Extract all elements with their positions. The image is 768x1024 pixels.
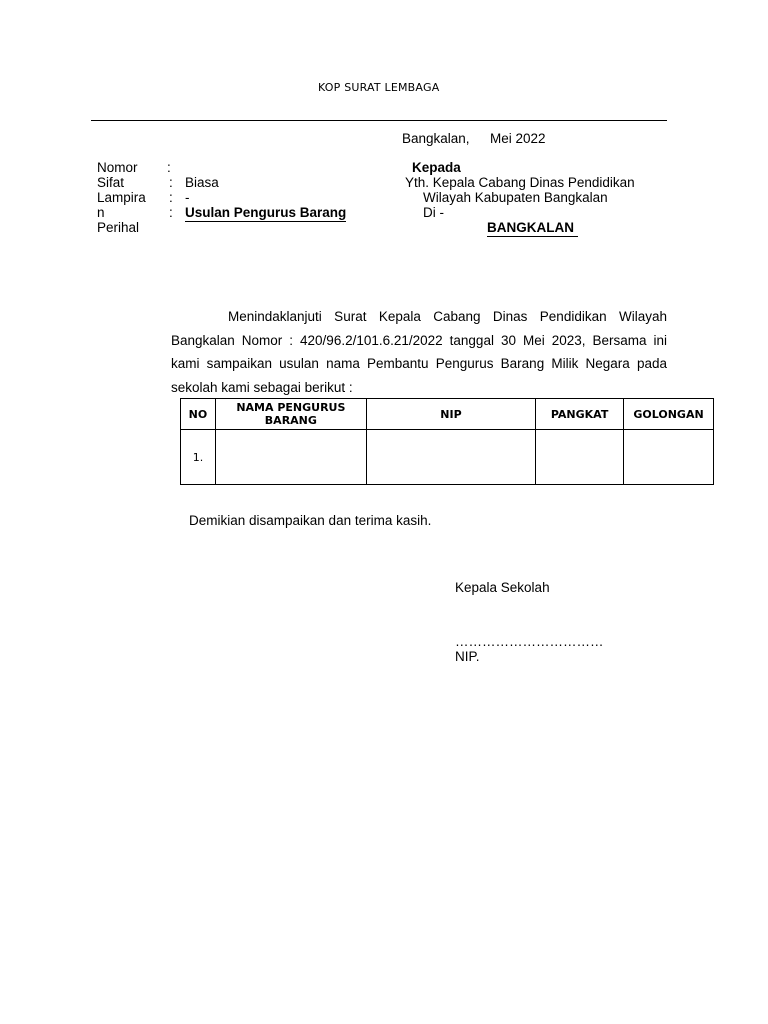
header-golongan: GOLONGAN [624, 399, 714, 430]
body-paragraph: Menindaklanjuti Surat Kepala Cabang Dinas Pendidikan Wilayah Bangkalan Nomor : 420/96.2/101.6.21/2022 tanggal 30 Mei 2023, Bersama ini kami sampaikan usulan nama Pembantu Pengurus Barang Milik Negara pada sekolah kami sebagai berikut : [171, 309, 667, 395]
letterhead-placeholder: KOP SURAT LEMBAGA [318, 81, 440, 94]
cell-nama [215, 430, 366, 485]
header-nip: NIP [366, 399, 535, 430]
value-perihal: Usulan Pengurus Barang [185, 205, 347, 220]
table-header-row [181, 399, 714, 430]
recipient-line1: Yth. Kepala Cabang Dinas Pendidikan [405, 175, 635, 190]
label-lampiran-wrap: n [97, 205, 105, 220]
signature-line: …………………………… [455, 634, 604, 649]
colon-nomor: : [167, 160, 171, 175]
label-nomor: Nomor [97, 160, 138, 175]
value-lampiran: - [185, 190, 190, 205]
signature-title: Kepala Sekolah [455, 580, 550, 595]
letter-date: Mei 2022 [490, 131, 546, 146]
closing-text: Demikian disampaikan dan terima kasih. [189, 513, 432, 528]
header-pangkat: PANGKAT [536, 399, 624, 430]
label-perihal: Perihal [97, 220, 140, 235]
pengurus-table [180, 398, 714, 485]
recipient-city: BANGKALAN [487, 220, 578, 237]
header-nama: NAMA PENGURUS BARANG [215, 399, 366, 430]
label-sifat: Sifat [97, 175, 125, 190]
header-no: NO [181, 399, 216, 430]
date-place: Bangkalan, [402, 131, 470, 146]
label-lampiran: Lampira [97, 190, 146, 205]
colon-lampiran: : [169, 190, 173, 205]
recipient-kepada: Kepada [412, 160, 461, 175]
signature-nip: NIP. [455, 649, 480, 664]
cell-nip [366, 430, 535, 485]
recipient-line3: Di - [423, 205, 444, 220]
header-divider [91, 120, 667, 121]
value-sifat: Biasa [185, 175, 219, 190]
colon-perihal: : [169, 205, 173, 220]
cell-golongan [624, 430, 714, 485]
recipient-line2: Wilayah Kabupaten Bangkalan [423, 190, 608, 205]
colon-sifat: : [169, 175, 173, 190]
cell-no: 1. [181, 430, 216, 485]
table-row [181, 430, 714, 485]
cell-pangkat [536, 430, 624, 485]
